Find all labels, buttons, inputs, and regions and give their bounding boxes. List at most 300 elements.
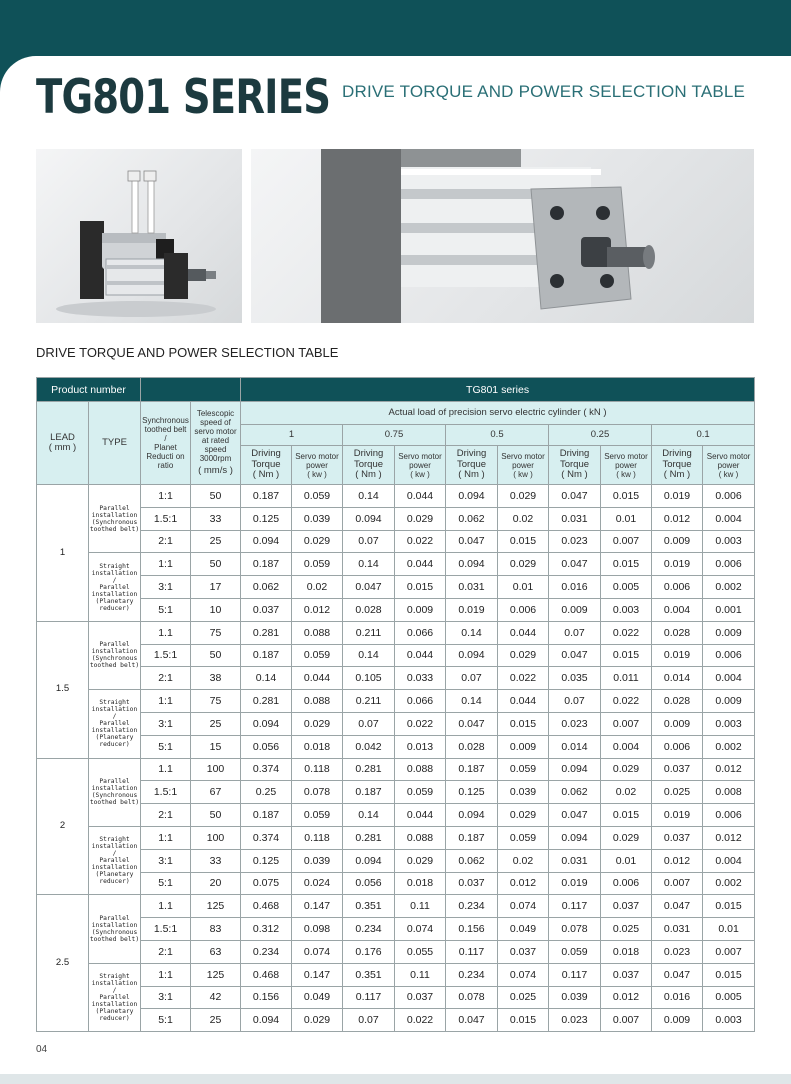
- torque-cell: 0.006: [652, 735, 703, 758]
- power-cell: 0.066: [395, 621, 446, 644]
- torque-cell: 0.234: [343, 918, 395, 941]
- power-cell: 0.037: [601, 895, 652, 918]
- torque-cell: 0.047: [446, 1009, 498, 1032]
- ratio-cell: 1.5:1: [141, 781, 191, 804]
- speed-cell: 33: [191, 507, 241, 530]
- product-series-header: TG801 series: [241, 378, 755, 402]
- lead-value: 2.5: [37, 895, 89, 1032]
- power-cell: 0.012: [703, 826, 755, 849]
- lead-value: 1.5: [37, 621, 89, 758]
- power-cell: 0.009: [703, 621, 755, 644]
- speed-cell: 100: [191, 758, 241, 781]
- selection-table: [36, 377, 755, 1032]
- torque-cell: 0.062: [446, 507, 498, 530]
- torque-cell: 0.062: [549, 781, 601, 804]
- torque-cell: 0.234: [241, 940, 292, 963]
- power-cell: 0.006: [498, 598, 549, 621]
- torque-cell: 0.031: [446, 576, 498, 599]
- torque-cell: 0.14: [343, 553, 395, 576]
- ratio-cell: 1.5:1: [141, 507, 191, 530]
- torque-cell: 0.078: [549, 918, 601, 941]
- power-cell: 0.037: [498, 940, 549, 963]
- ratio-cell: 1:1: [141, 963, 191, 986]
- torque-cell: 0.281: [241, 621, 292, 644]
- table-row: [37, 963, 755, 986]
- ratio-cell: 2:1: [141, 530, 191, 553]
- load-header-2: 0.5: [446, 425, 549, 446]
- driving-torque-header: Driving Torque ( Nm ): [652, 446, 703, 485]
- table-row: [37, 758, 755, 781]
- speed-header-unit: ( mm/s ): [198, 465, 233, 477]
- lead-value: 2: [37, 758, 89, 895]
- driving-torque-header: Driving Torque ( Nm ): [343, 446, 395, 485]
- power-cell: 0.004: [703, 507, 755, 530]
- power-cell: 0.044: [498, 690, 549, 713]
- torque-cell: 0.07: [446, 667, 498, 690]
- power-cell: 0.001: [703, 598, 755, 621]
- type-straight-planetary: Straight installation / Parallel installation (Planetary reducer): [89, 826, 141, 894]
- servo-power-header: Servo motor power ( kw ): [498, 446, 549, 485]
- power-cell: 0.037: [601, 963, 652, 986]
- power-cell: 0.059: [292, 644, 343, 667]
- product-number-blank: [141, 378, 241, 402]
- torque-cell: 0.105: [343, 667, 395, 690]
- servo-cylinder-side-illustration: [36, 149, 242, 323]
- torque-cell: 0.047: [549, 553, 601, 576]
- torque-cell: 0.028: [652, 690, 703, 713]
- power-cell: 0.059: [292, 553, 343, 576]
- power-cell: 0.044: [395, 553, 446, 576]
- table-row: [37, 849, 755, 872]
- torque-cell: 0.016: [652, 986, 703, 1009]
- torque-cell: 0.234: [446, 963, 498, 986]
- torque-cell: 0.004: [652, 598, 703, 621]
- speed-cell: 67: [191, 781, 241, 804]
- power-cell: 0.088: [292, 621, 343, 644]
- power-cell: 0.011: [601, 667, 652, 690]
- ratio-cell: 5:1: [141, 1009, 191, 1032]
- type-parallel-belt: Parallel installation (Synchronous toothed belt): [89, 895, 141, 963]
- type-parallel-belt: Parallel installation (Synchronous toothed belt): [89, 485, 141, 553]
- power-cell: 0.015: [395, 576, 446, 599]
- table-row: [37, 667, 755, 690]
- speed-cell: 125: [191, 963, 241, 986]
- torque-cell: 0.211: [343, 690, 395, 713]
- speed-cell: 33: [191, 849, 241, 872]
- torque-cell: 0.281: [343, 826, 395, 849]
- speed-cell: 17: [191, 576, 241, 599]
- ratio-cell: 1.1: [141, 895, 191, 918]
- ratio-cell: 1:1: [141, 826, 191, 849]
- torque-cell: 0.016: [549, 576, 601, 599]
- power-cell: 0.088: [395, 758, 446, 781]
- power-cell: 0.018: [292, 735, 343, 758]
- load-header-0: 1: [241, 425, 343, 446]
- power-cell: 0.044: [498, 621, 549, 644]
- torque-cell: 0.078: [446, 986, 498, 1009]
- speed-cell: 25: [191, 1009, 241, 1032]
- torque-cell: 0.117: [549, 963, 601, 986]
- power-cell: 0.018: [395, 872, 446, 895]
- power-cell: 0.01: [601, 849, 652, 872]
- torque-cell: 0.14: [446, 690, 498, 713]
- torque-cell: 0.156: [446, 918, 498, 941]
- torque-cell: 0.012: [652, 849, 703, 872]
- ratio-cell: 1:1: [141, 485, 191, 508]
- torque-cell: 0.125: [446, 781, 498, 804]
- power-cell: 0.015: [498, 530, 549, 553]
- torque-cell: 0.374: [241, 826, 292, 849]
- torque-cell: 0.009: [652, 712, 703, 735]
- table-row: [37, 598, 755, 621]
- power-cell: 0.02: [292, 576, 343, 599]
- torque-cell: 0.059: [549, 940, 601, 963]
- speed-cell: 50: [191, 485, 241, 508]
- power-cell: 0.033: [395, 667, 446, 690]
- power-cell: 0.002: [703, 576, 755, 599]
- power-cell: 0.006: [703, 804, 755, 827]
- torque-cell: 0.062: [446, 849, 498, 872]
- speed-cell: 38: [191, 667, 241, 690]
- torque-cell: 0.094: [446, 644, 498, 667]
- power-cell: 0.006: [703, 485, 755, 508]
- power-cell: 0.009: [498, 735, 549, 758]
- torque-cell: 0.14: [446, 621, 498, 644]
- power-cell: 0.074: [498, 895, 549, 918]
- speed-cell: 25: [191, 530, 241, 553]
- torque-cell: 0.187: [446, 826, 498, 849]
- table-row: [37, 530, 755, 553]
- power-cell: 0.007: [601, 712, 652, 735]
- table-row: [37, 712, 755, 735]
- torque-cell: 0.056: [343, 872, 395, 895]
- torque-cell: 0.156: [241, 986, 292, 1009]
- torque-cell: 0.047: [343, 576, 395, 599]
- power-cell: 0.002: [703, 872, 755, 895]
- ratio-cell: 1.1: [141, 758, 191, 781]
- table-row: [37, 735, 755, 758]
- ratio-cell: 3:1: [141, 849, 191, 872]
- torque-cell: 0.028: [446, 735, 498, 758]
- table-row: [37, 895, 755, 918]
- power-cell: 0.013: [395, 735, 446, 758]
- speed-cell: 100: [191, 826, 241, 849]
- power-cell: 0.049: [292, 986, 343, 1009]
- torque-cell: 0.023: [549, 1009, 601, 1032]
- torque-cell: 0.125: [241, 507, 292, 530]
- torque-cell: 0.211: [343, 621, 395, 644]
- series-title: TG801 SERIES: [36, 70, 331, 125]
- ratio-cell: 1:1: [141, 553, 191, 576]
- power-cell: 0.029: [601, 758, 652, 781]
- power-cell: 0.039: [498, 781, 549, 804]
- power-cell: 0.015: [498, 1009, 549, 1032]
- torque-cell: 0.056: [241, 735, 292, 758]
- table-row: [37, 781, 755, 804]
- speed-cell: 20: [191, 872, 241, 895]
- power-cell: 0.074: [395, 918, 446, 941]
- power-cell: 0.066: [395, 690, 446, 713]
- ratio-cell: 1:1: [141, 690, 191, 713]
- power-cell: 0.044: [292, 667, 343, 690]
- driving-torque-header: Driving Torque ( Nm ): [241, 446, 292, 485]
- torque-cell: 0.006: [652, 576, 703, 599]
- torque-cell: 0.468: [241, 895, 292, 918]
- table-row: [37, 826, 755, 849]
- power-cell: 0.11: [395, 895, 446, 918]
- section-title: DRIVE TORQUE AND POWER SELECTION TABLE: [36, 345, 339, 360]
- lead-header: LEAD ( mm ): [37, 402, 89, 485]
- torque-cell: 0.187: [241, 804, 292, 827]
- speed-cell: 15: [191, 735, 241, 758]
- power-cell: 0.147: [292, 963, 343, 986]
- power-cell: 0.007: [703, 940, 755, 963]
- torque-cell: 0.031: [549, 507, 601, 530]
- speed-cell: 50: [191, 553, 241, 576]
- power-cell: 0.044: [395, 485, 446, 508]
- power-cell: 0.024: [292, 872, 343, 895]
- power-cell: 0.01: [498, 576, 549, 599]
- torque-cell: 0.047: [549, 804, 601, 827]
- ratio-cell: 1.5:1: [141, 644, 191, 667]
- load-header-1: 0.75: [343, 425, 446, 446]
- power-cell: 0.007: [601, 530, 652, 553]
- page-subtitle: DRIVE TORQUE AND POWER SELECTION TABLE: [342, 82, 746, 101]
- power-cell: 0.059: [498, 826, 549, 849]
- torque-cell: 0.351: [343, 895, 395, 918]
- ratio-cell: 2:1: [141, 667, 191, 690]
- torque-cell: 0.07: [343, 1009, 395, 1032]
- power-cell: 0.006: [703, 644, 755, 667]
- torque-cell: 0.009: [652, 530, 703, 553]
- torque-cell: 0.031: [652, 918, 703, 941]
- torque-cell: 0.187: [241, 485, 292, 508]
- torque-cell: 0.094: [241, 530, 292, 553]
- power-cell: 0.012: [703, 758, 755, 781]
- torque-cell: 0.125: [241, 849, 292, 872]
- power-cell: 0.003: [703, 530, 755, 553]
- power-cell: 0.007: [601, 1009, 652, 1032]
- power-cell: 0.012: [292, 598, 343, 621]
- torque-cell: 0.007: [652, 872, 703, 895]
- power-cell: 0.118: [292, 826, 343, 849]
- ratio-cell: 5:1: [141, 872, 191, 895]
- table-row: [37, 1009, 755, 1032]
- power-cell: 0.022: [395, 712, 446, 735]
- torque-cell: 0.039: [549, 986, 601, 1009]
- power-cell: 0.015: [703, 963, 755, 986]
- speed-cell: 42: [191, 986, 241, 1009]
- power-cell: 0.029: [292, 530, 343, 553]
- torque-cell: 0.009: [549, 598, 601, 621]
- torque-cell: 0.094: [343, 507, 395, 530]
- torque-cell: 0.094: [241, 1009, 292, 1032]
- power-cell: 0.012: [498, 872, 549, 895]
- power-cell: 0.029: [498, 485, 549, 508]
- torque-cell: 0.07: [549, 621, 601, 644]
- power-cell: 0.059: [395, 781, 446, 804]
- power-cell: 0.015: [601, 485, 652, 508]
- torque-cell: 0.07: [343, 530, 395, 553]
- ratio-cell: 5:1: [141, 598, 191, 621]
- type-straight-planetary: Straight installation / Parallel installation (Planetary reducer): [89, 553, 141, 621]
- power-cell: 0.015: [498, 712, 549, 735]
- torque-cell: 0.14: [343, 485, 395, 508]
- power-cell: 0.015: [703, 895, 755, 918]
- torque-cell: 0.019: [549, 872, 601, 895]
- torque-cell: 0.14: [241, 667, 292, 690]
- torque-cell: 0.187: [446, 758, 498, 781]
- power-cell: 0.009: [395, 598, 446, 621]
- speed-cell: 10: [191, 598, 241, 621]
- power-cell: 0.088: [292, 690, 343, 713]
- torque-cell: 0.117: [343, 986, 395, 1009]
- table-row: [37, 485, 755, 508]
- power-cell: 0.029: [292, 712, 343, 735]
- table-row: [37, 507, 755, 530]
- power-cell: 0.01: [703, 918, 755, 941]
- power-cell: 0.002: [703, 735, 755, 758]
- torque-cell: 0.028: [343, 598, 395, 621]
- table-row: [37, 690, 755, 713]
- torque-cell: 0.019: [652, 644, 703, 667]
- torque-cell: 0.014: [549, 735, 601, 758]
- speed-header: [191, 402, 241, 485]
- torque-cell: 0.468: [241, 963, 292, 986]
- type-parallel-belt: Parallel installation (Synchronous toothed belt): [89, 621, 141, 689]
- torque-cell: 0.014: [652, 667, 703, 690]
- power-cell: 0.006: [601, 872, 652, 895]
- torque-cell: 0.047: [446, 530, 498, 553]
- power-cell: 0.055: [395, 940, 446, 963]
- torque-cell: 0.075: [241, 872, 292, 895]
- ratio-cell: 3:1: [141, 986, 191, 1009]
- type-straight-planetary: Straight installation / Parallel installation (Planetary reducer): [89, 690, 141, 758]
- power-cell: 0.037: [395, 986, 446, 1009]
- power-cell: 0.008: [703, 781, 755, 804]
- torque-cell: 0.094: [549, 826, 601, 849]
- power-cell: 0.018: [601, 940, 652, 963]
- torque-cell: 0.117: [446, 940, 498, 963]
- ratio-cell: 3:1: [141, 576, 191, 599]
- power-cell: 0.02: [498, 849, 549, 872]
- torque-cell: 0.176: [343, 940, 395, 963]
- power-cell: 0.005: [703, 986, 755, 1009]
- power-cell: 0.118: [292, 758, 343, 781]
- power-cell: 0.004: [703, 667, 755, 690]
- torque-cell: 0.047: [549, 485, 601, 508]
- power-cell: 0.003: [601, 598, 652, 621]
- torque-cell: 0.312: [241, 918, 292, 941]
- type-parallel-belt: Parallel installation (Synchronous toothed belt): [89, 758, 141, 826]
- power-cell: 0.029: [498, 804, 549, 827]
- ratio-cell: 3:1: [141, 712, 191, 735]
- power-cell: 0.074: [498, 963, 549, 986]
- driving-torque-header: Driving Torque ( Nm ): [549, 446, 601, 485]
- power-cell: 0.044: [395, 644, 446, 667]
- table-row: [37, 553, 755, 576]
- ratio-cell: 5:1: [141, 735, 191, 758]
- torque-cell: 0.035: [549, 667, 601, 690]
- product-photo-closeup: [251, 149, 754, 323]
- torque-cell: 0.094: [549, 758, 601, 781]
- torque-cell: 0.019: [652, 804, 703, 827]
- power-cell: 0.029: [601, 826, 652, 849]
- power-cell: 0.02: [498, 507, 549, 530]
- torque-cell: 0.14: [343, 644, 395, 667]
- speed-cell: 83: [191, 918, 241, 941]
- table-row: [37, 621, 755, 644]
- ratio-cell: 1.1: [141, 621, 191, 644]
- power-cell: 0.029: [292, 1009, 343, 1032]
- table-row: [37, 804, 755, 827]
- torque-cell: 0.094: [446, 804, 498, 827]
- type-straight-planetary: Straight installation / Parallel installation (Planetary reducer): [89, 963, 141, 1031]
- power-cell: 0.012: [601, 986, 652, 1009]
- bottom-bar: [0, 1074, 791, 1084]
- torque-cell: 0.023: [652, 940, 703, 963]
- speed-cell: 63: [191, 940, 241, 963]
- power-cell: 0.029: [498, 644, 549, 667]
- driving-torque-header: Driving Torque ( Nm ): [446, 446, 498, 485]
- table-row: [37, 918, 755, 941]
- speed-header-label: Telescopic speed of servo motor at rated speed 3000rpm: [194, 409, 237, 464]
- torque-cell: 0.012: [652, 507, 703, 530]
- speed-cell: 125: [191, 895, 241, 918]
- torque-cell: 0.028: [652, 621, 703, 644]
- servo-cylinder-closeup-illustration: [251, 149, 754, 323]
- power-cell: 0.022: [601, 690, 652, 713]
- torque-cell: 0.094: [343, 849, 395, 872]
- power-cell: 0.01: [601, 507, 652, 530]
- torque-cell: 0.374: [241, 758, 292, 781]
- table-row: [37, 940, 755, 963]
- power-cell: 0.059: [292, 485, 343, 508]
- power-cell: 0.015: [601, 553, 652, 576]
- power-cell: 0.029: [395, 507, 446, 530]
- speed-cell: 50: [191, 804, 241, 827]
- power-cell: 0.005: [601, 576, 652, 599]
- power-cell: 0.022: [601, 621, 652, 644]
- power-cell: 0.039: [292, 849, 343, 872]
- torque-cell: 0.037: [652, 826, 703, 849]
- table-row: [37, 576, 755, 599]
- torque-cell: 0.023: [549, 530, 601, 553]
- torque-cell: 0.234: [446, 895, 498, 918]
- torque-cell: 0.07: [343, 712, 395, 735]
- power-cell: 0.029: [498, 553, 549, 576]
- power-cell: 0.11: [395, 963, 446, 986]
- torque-cell: 0.281: [343, 758, 395, 781]
- torque-cell: 0.07: [549, 690, 601, 713]
- power-cell: 0.049: [498, 918, 549, 941]
- power-cell: 0.004: [601, 735, 652, 758]
- load-header-4: 0.1: [652, 425, 755, 446]
- torque-cell: 0.187: [241, 553, 292, 576]
- torque-cell: 0.023: [549, 712, 601, 735]
- power-cell: 0.022: [498, 667, 549, 690]
- power-cell: 0.02: [601, 781, 652, 804]
- torque-cell: 0.047: [652, 895, 703, 918]
- type-header: TYPE: [89, 402, 141, 485]
- table-row: [37, 872, 755, 895]
- power-cell: 0.004: [703, 849, 755, 872]
- power-cell: 0.039: [292, 507, 343, 530]
- torque-cell: 0.351: [343, 963, 395, 986]
- torque-cell: 0.187: [343, 781, 395, 804]
- power-cell: 0.009: [703, 690, 755, 713]
- product-photo-side-view: [36, 149, 242, 323]
